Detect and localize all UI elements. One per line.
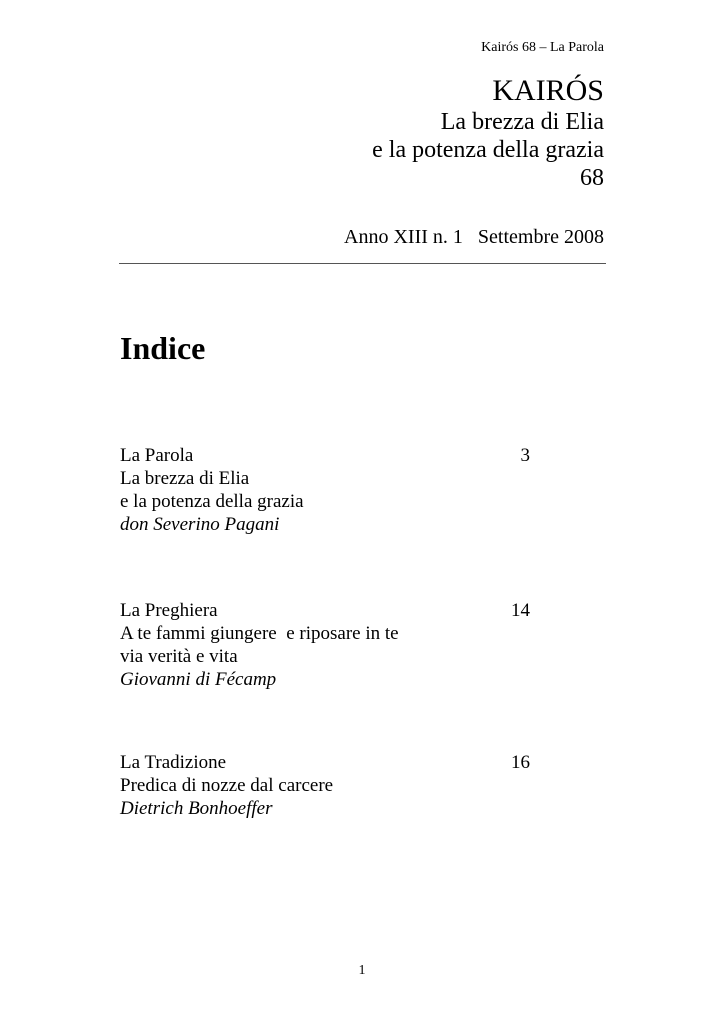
toc-author: Dietrich Bonhoeffer <box>120 798 273 819</box>
toc-title-line: A te fammi giungere e riposare in te <box>120 623 399 644</box>
header-divider <box>119 263 606 264</box>
toc-page-number: 3 <box>520 445 530 466</box>
issue-theme-line-1: La brezza di Elia <box>440 109 604 135</box>
toc-section: La Parola <box>120 445 194 466</box>
toc-title-line: La brezza di Elia <box>120 468 250 489</box>
running-head: Kairós 68 – La Parola <box>481 40 604 55</box>
toc-entry-parola <box>120 444 530 536</box>
journal-title: KAIRÓS <box>492 74 604 107</box>
toc-title-line: e la potenza della grazia <box>120 491 304 512</box>
issue-date: Anno XIII n. 1 Settembre 2008 <box>344 226 604 248</box>
toc-page-number: 14 <box>511 600 530 621</box>
index-heading: Indice <box>120 330 206 366</box>
toc-title-line: Predica di nozze dal carcere <box>120 775 334 796</box>
toc-page-number: 16 <box>511 752 530 773</box>
page-number: 1 <box>358 963 366 978</box>
toc-entry-preghiera <box>120 599 530 691</box>
toc-entry-tradizione <box>120 751 530 820</box>
toc-title-line: via verità e vita <box>120 646 238 667</box>
toc-section: La Tradizione <box>120 752 227 773</box>
toc-section: La Preghiera <box>120 600 218 621</box>
masthead <box>372 74 604 192</box>
issue-number: 68 <box>580 165 604 191</box>
issue-theme-line-2: e la potenza della grazia <box>372 137 604 163</box>
toc-author: don Severino Pagani <box>120 514 280 535</box>
toc-author: Giovanni di Fécamp <box>120 669 277 690</box>
